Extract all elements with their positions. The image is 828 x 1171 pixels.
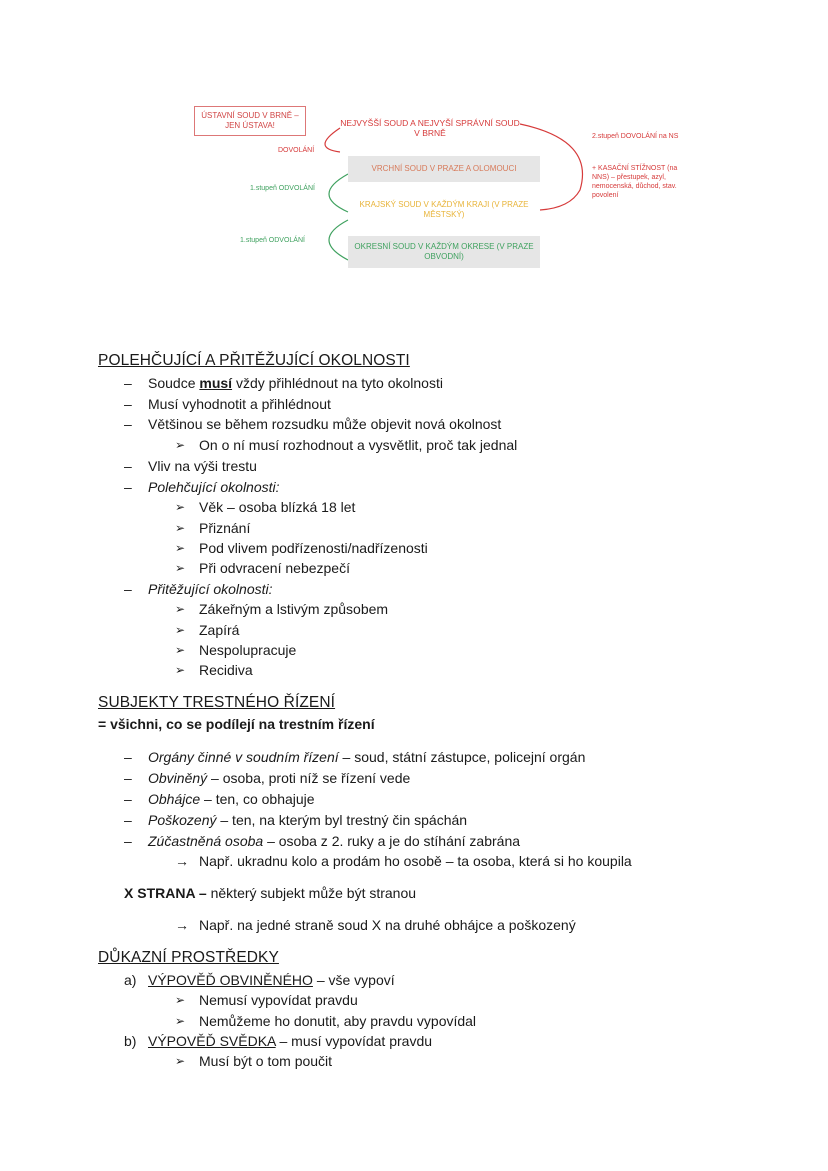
- sub-list-item: Přiznání: [199, 520, 251, 536]
- bullet-arrow-icon: ➢: [175, 602, 186, 616]
- section-subheading: = všichni, co se podílejí na trestním řízení: [98, 716, 375, 732]
- dovolani-ns-note: 2.stupeň DOVOLÁNÍ na NS: [592, 133, 679, 140]
- odvolani-label-lower: 1.stupeň ODVOLÁNÍ: [240, 237, 305, 244]
- bullet-arrow-icon: ➢: [175, 623, 186, 637]
- ustavni-soud-box: ÚSTAVNÍ SOUD V BRNĚ – JEN ÚSTAVA!: [194, 106, 306, 136]
- list-item: Zúčastněná osoba – osoba z 2. ruky a je do stíhání zabrána: [148, 833, 521, 849]
- bullet-arrow-icon: ➢: [175, 438, 186, 452]
- list-item: Většinou se během rozsudku může objevit nová okolnost: [148, 416, 502, 432]
- sub-list-item: Musí být o tom poučit: [199, 1053, 333, 1069]
- sub-list-item: Recidiva: [199, 662, 253, 678]
- bullet-arrow-icon: ➢: [175, 541, 186, 555]
- dovolani-label: DOVOLÁNÍ: [278, 147, 315, 154]
- list-item-polehcujici: Polehčující okolnosti:: [148, 479, 280, 495]
- krajsky-soud-label: KRAJSKÝ SOUD V KAŽDÝM KRAJI (V PRAZE MĚSTSKÝ): [359, 200, 529, 219]
- emphasis-musi: musí: [199, 375, 233, 391]
- nejvyssi-soud-label: NEJVYŠŠÍ SOUD A NEJVYŠÍ SPRÁVNÍ SOUD V BRNĚ: [340, 118, 520, 138]
- sub-list-item: Nespolupracuje: [199, 642, 297, 658]
- arrow-right-icon: →: [175, 853, 189, 869]
- dash-marker: –: [124, 581, 132, 597]
- court-hierarchy-diagram: [190, 100, 695, 290]
- dash-marker: –: [124, 479, 132, 495]
- example-line: Např. ukradnu kolo a prodám ho osobě – ta osoba, která si ho koupila: [199, 853, 632, 869]
- sub-list-item: Zákeřným a lstivým způsobem: [199, 601, 389, 617]
- bullet-arrow-icon: ➢: [175, 561, 186, 575]
- list-marker-b: b): [124, 1033, 137, 1049]
- section-heading-okolnosti: POLEHČUJÍCÍ A PŘITĚŽUJÍCÍ OKOLNOSTI: [98, 352, 410, 369]
- sub-list-item: Věk – osoba blízká 18 let: [199, 499, 356, 515]
- list-item: VÝPOVĚĎ OBVINĚNÉHO – vše vypoví: [148, 972, 395, 988]
- list-marker-a: a): [124, 972, 137, 988]
- sub-list-item: Pod vlivem podřízenosti/nadřízenosti: [199, 540, 428, 556]
- section-heading-dukazni: DŮKAZNÍ PROSTŘEDKY: [98, 949, 279, 966]
- kasacni-stiznost-note: + KASAČNÍ STÍŽNOST (na NNS) – přestupek, azyl, nemocenská, důchod, stav. povolení: [592, 165, 678, 199]
- dash-marker: –: [124, 396, 132, 412]
- dash-marker: –: [124, 375, 132, 391]
- dash-marker: –: [124, 749, 132, 765]
- sub-list-item: Nemůžeme ho donutit, aby pravdu vypovídal: [199, 1013, 477, 1029]
- dash-marker: –: [124, 812, 132, 828]
- list-item-pritezujici: Přitěžující okolnosti:: [148, 581, 273, 597]
- list-item: Vliv na výši trestu: [148, 458, 257, 474]
- sub-list-item: Nemusí vypovídat pravdu: [199, 992, 358, 1008]
- bullet-arrow-icon: ➢: [175, 1014, 186, 1028]
- arrow-right-icon: →: [175, 917, 189, 933]
- dash-marker: –: [124, 458, 132, 474]
- strana-line: X STRANA – některý subjekt může být stranou: [124, 885, 417, 901]
- dash-marker: –: [124, 833, 132, 849]
- bullet-arrow-icon: ➢: [175, 643, 186, 657]
- bullet-arrow-icon: ➢: [175, 663, 186, 677]
- sub-list-item: Při odvracení nebezpečí: [199, 560, 350, 576]
- list-item: Obhájce – ten, co obhajuje: [148, 791, 315, 807]
- bullet-arrow-icon: ➢: [175, 1054, 186, 1068]
- bullet-arrow-icon: ➢: [175, 500, 186, 514]
- section-heading-subjekty: SUBJEKTY TRESTNÉHO ŘÍZENÍ: [98, 694, 336, 711]
- list-item: Soudce musí vždy přihlédnout na tyto okolnosti: [148, 375, 443, 391]
- odvolani-label-upper: 1.stupeň ODVOLÁNÍ: [250, 185, 315, 192]
- sub-list-item: Zapírá: [199, 622, 240, 638]
- list-item: Musí vyhodnotit a přihlédnout: [148, 396, 331, 412]
- list-item: Obviněný – osoba, proti níž se řízení vede: [148, 770, 411, 786]
- dash-marker: –: [124, 770, 132, 786]
- list-item: Orgány činné v soudním řízení – soud, státní zástupce, policejní orgán: [148, 749, 586, 765]
- bullet-arrow-icon: ➢: [175, 521, 186, 535]
- list-item: VÝPOVĚĎ SVĚDKA – musí vypovídat pravdu: [148, 1033, 433, 1049]
- example-line: Např. na jedné straně soud X na druhé obhájce a poškozený: [199, 917, 576, 933]
- okresni-soud-box: OKRESNÍ SOUD V KAŽDÝM OKRESE (V PRAZE OBVODNÍ): [348, 236, 540, 268]
- bullet-arrow-icon: ➢: [175, 993, 186, 1007]
- vrchni-soud-box: VRCHNÍ SOUD V PRAZE A OLOMOUCI: [348, 156, 540, 182]
- dash-marker: –: [124, 416, 132, 432]
- dash-marker: –: [124, 791, 132, 807]
- list-item: Poškozený – ten, na kterým byl trestný čin spáchán: [148, 812, 468, 828]
- sub-list-item: On o ní musí rozhodnout a vysvětlit, proč tak jednal: [199, 437, 518, 453]
